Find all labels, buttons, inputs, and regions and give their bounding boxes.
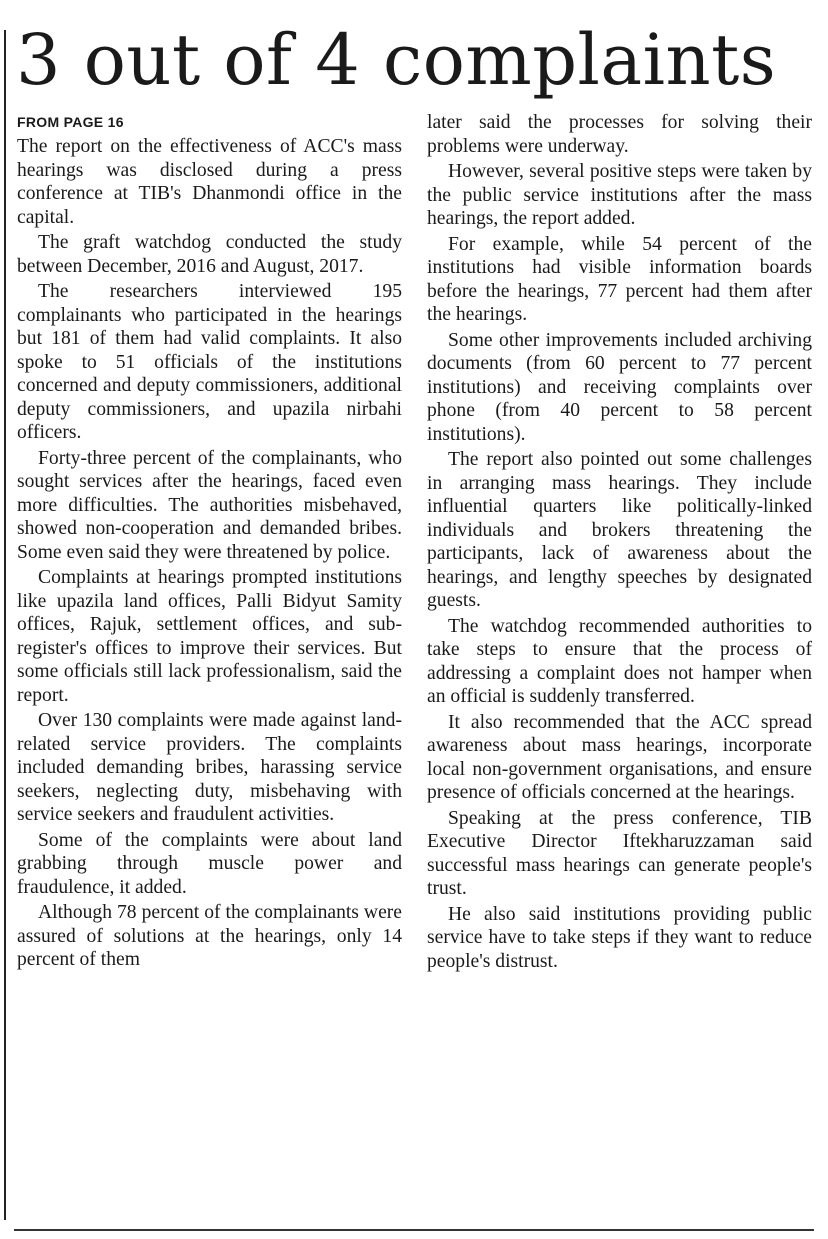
paragraph: Over 130 complaints were made against land-related service providers. The complaints included demanding bribes, harassing service seekers, neglecting duty, misbehaving with service seekers and fraudulent activities. (17, 710, 402, 825)
paragraph: Some of the complaints were about land grabbing through muscle power and fraudulence, it added. (17, 829, 402, 898)
paragraph: Some other improvements included archiving documents (from 60 percent to 77 percent institutions) and receiving complaints over phone (from 40 percent to 58 percent institutions). (427, 329, 812, 445)
paragraph: later said the processes for solving their problems were underway. (427, 112, 812, 157)
paragraph: The report on the effectiveness of ACC's mass hearings was disclosed during a press conference at TIB's Dhanmondi office in the capital. (17, 136, 402, 228)
paragraph: He also said institutions providing public service have to take steps if they want to reduce people's distrust. (427, 903, 812, 972)
left-column-rule (4, 30, 6, 1220)
paragraph: For example, while 54 percent of the institutions had visible information boards before the hearings, 77 percent had them after the hearings. (427, 233, 812, 325)
paragraph: The researchers interviewed 195 complainants who participated in the hearings but 181 of them had valid complaints. It also spoke to 51 officials of the institutions concerned and deputy commissioners, additional deputy commissioners, and upazila nirbahi officers. (17, 281, 402, 443)
headline: 3 out of 4 complaints (16, 19, 777, 101)
paragraph: Speaking at the press conference, TIB Executive Director Iftekharuzzaman said successful mass hearings can generate people's trust. (427, 807, 812, 899)
article-column-left (17, 111, 402, 1221)
paragraph: However, several positive steps were taken by the public service institutions after the mass hearings, the report added. (427, 161, 812, 229)
bottom-rule (14, 1229, 814, 1231)
paragraph: Complaints at hearings prompted institutions like upazila land offices, Palli Bidyut Samity offices, Rajuk, settlement offices, and sub-register's offices to improve their services. But some officials still lack professionalism, said the report. (17, 567, 402, 706)
paragraph: The report also pointed out some challenges in arranging mass hearings. They include influential quarters like politically-linked individuals and brokers threatening the participants, lack of awareness about the hearings, and lengthy speeches by designated guests. (427, 449, 812, 611)
paragraph: The graft watchdog conducted the study between December, 2016 and August, 2017. (17, 232, 402, 277)
paragraph: Although 78 percent of the complainants were assured of solutions at the hearings, only 14 percent of them (17, 902, 402, 970)
paragraph: It also recommended that the ACC spread awareness about mass hearings, incorporate local non-government organisations, and ensure presence of officials concerned at the hearings. (427, 711, 812, 803)
continued-from-label: FROM PAGE 16 (17, 114, 124, 130)
article-column-right (427, 111, 812, 1221)
paragraph: Forty-three percent of the complainants, who sought services after the hearings, faced even more difficulties. The authorities misbehaved, showed non-cooperation and demanded bribes. Some even said they were threatened by police. (17, 447, 402, 563)
paragraph: The watchdog recommended authorities to take steps to ensure that the process of addressing a complaint does not hamper when an official is suddenly transferred. (427, 615, 812, 707)
